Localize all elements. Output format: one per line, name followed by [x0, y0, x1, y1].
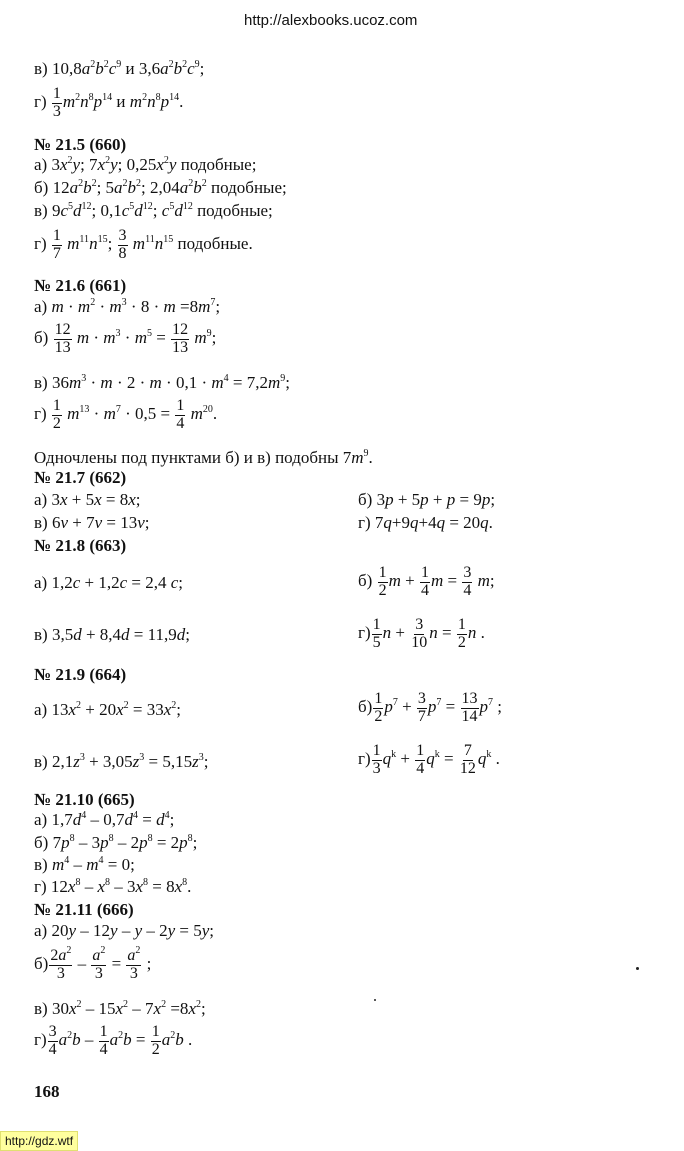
line-2110-g: г) $12x^8 - x^8 - 3x^8 = 8x^8$. [34, 877, 192, 896]
line-prev-v: в) $10,8a^2b^2c^9$ и $3,6a^2b^2c^9$; [34, 59, 205, 78]
line-219-v: в) $2,1z^3 + 3,05z^3 = 5,15z^3$; [34, 752, 209, 771]
heading-21-9: № 21.9 (664) [34, 665, 127, 684]
heading-21-7: № 21.7 (662) [34, 468, 127, 487]
line-218-a: а) 1,2c + 1,2c = 2,4 c; [34, 573, 184, 592]
line-218-g: г) $\frac{1}{5}$ n + $\frac{3}{10}$ n = $\frac{1}{2}$ n . [358, 616, 485, 651]
line-217-v: в) 6v + 7v = 13v; [34, 513, 150, 532]
line-2110-b: б) $7p^8 - 3p^8 - 2p^8 = 2p^8$; [34, 833, 198, 852]
line-216-v: в) $36m^3 \cdot m \cdot 2 \cdot m \cdot 0,1 \cdot m^4 = 7,2m^9$; [34, 373, 291, 392]
line-217-b: б) 3p + 5p + p = 9p; [358, 490, 496, 509]
heading-21-10: № 21.10 (665) [34, 790, 135, 809]
line-prev-g: г) $\frac{1}{3}$ $m^2n^8p^{14}$ и $m^2n^8p^{14}$. [34, 85, 184, 120]
line-216-a: а) $m \cdot m^2 \cdot m^3 \cdot 8 \cdot m =8m^7$; [34, 297, 221, 316]
line-215-b: б) $12a^2b^2$; $5a^2b^2$; $2,04a^2b^2$ подобные; [34, 178, 287, 197]
line-217-g: г) 7q+9q+4q = 20q. [358, 513, 493, 532]
line-2110-a: а) $1,7d^4 - 0,7d^4 = d^4$; [34, 810, 175, 829]
line-218-v: в) 3,5d + 8,4d = 11,9d; [34, 625, 190, 644]
line-215-a: а) $3x^2y$; $7x^2y$; $0,25x^2y$ подобные; [34, 155, 257, 174]
line-2111-a: а) 20y – 12y – y – 2y = 5y; [34, 921, 215, 940]
item-label: в) [34, 59, 48, 78]
line-218-b: б) $\frac{1}{2}$ m + $\frac{1}{4}$ m = $\frac{3}{4}$ m; [358, 564, 495, 599]
line-215-g: г) $\frac{1}{7}$ $m^{11}n^{15}$; $\frac{3}{8}$ $m^{11}n^{15}$ подобные. [34, 227, 253, 262]
heading-21-11: № 21.11 (666) [34, 900, 134, 919]
header-url[interactable]: http://alexbooks.ucoz.com [244, 12, 418, 29]
conclusion-21-6: Одночлены под пунктами б) и в) подобны $7m^9$. [34, 448, 373, 467]
line-219-a: а) $13x^2 + 20x^2 = 33x^2$; [34, 700, 182, 719]
line-217-a: а) 3x + 5x = 8x; [34, 490, 141, 509]
line-215-v: в) $9c^5d^{12}$; $0,1c^5d^{12}$; $c^5d^{12}$ подобные; [34, 201, 273, 220]
page-number: 168 [34, 1082, 60, 1101]
heading-21-8: № 21.8 (663) [34, 536, 127, 555]
line-2111-v: в) $30x^2 - 15x^2 - 7x^2 =8x^2$; [34, 999, 206, 1018]
line-219-b: б) $\frac{1}{2}$ $p^7$ + $\frac{3}{7}$ $p^7$ = $\frac{13}{14}$ $p^7$ ; [358, 690, 502, 725]
line-216-g: г) $\frac{1}{2}$ $m^{13} \cdot m^7 \cdot 0,5$ = $\frac{1}{4}$ $m^{20}$. [34, 397, 218, 432]
line-219-g: г) $\frac{1}{3}$ $q^k$ + $\frac{1}{4}$ $q^k$ = $\frac{7}{12}$ $q^k$ . [358, 742, 500, 777]
line-2111-g: г) $\frac{3}{4}$ $a^2b$ – $\frac{1}{4}$ $a^2b$ = $\frac{1}{2}$ $a^2b$ . [34, 1023, 193, 1058]
line-2110-v: в) $m^4 - m^4 = 0$; [34, 855, 135, 874]
heading-21-5: № 21.5 (660) [34, 135, 127, 154]
line-216-b: б) $\frac{12}{13}$ $m \cdot m^3 \cdot m^5$ = $\frac{12}{13}$ $m^9$; [34, 321, 217, 356]
footer-link-badge[interactable]: http://gdz.wtf [0, 1131, 78, 1151]
scan-speck [636, 967, 639, 970]
scan-speck [374, 999, 376, 1001]
line-2111-b: б) $\frac{2a^2}{3}$ – $\frac{a^2}{3}$ = $\frac{a^2}{3}$ ; [34, 945, 152, 982]
heading-21-6: № 21.6 (661) [34, 276, 127, 295]
